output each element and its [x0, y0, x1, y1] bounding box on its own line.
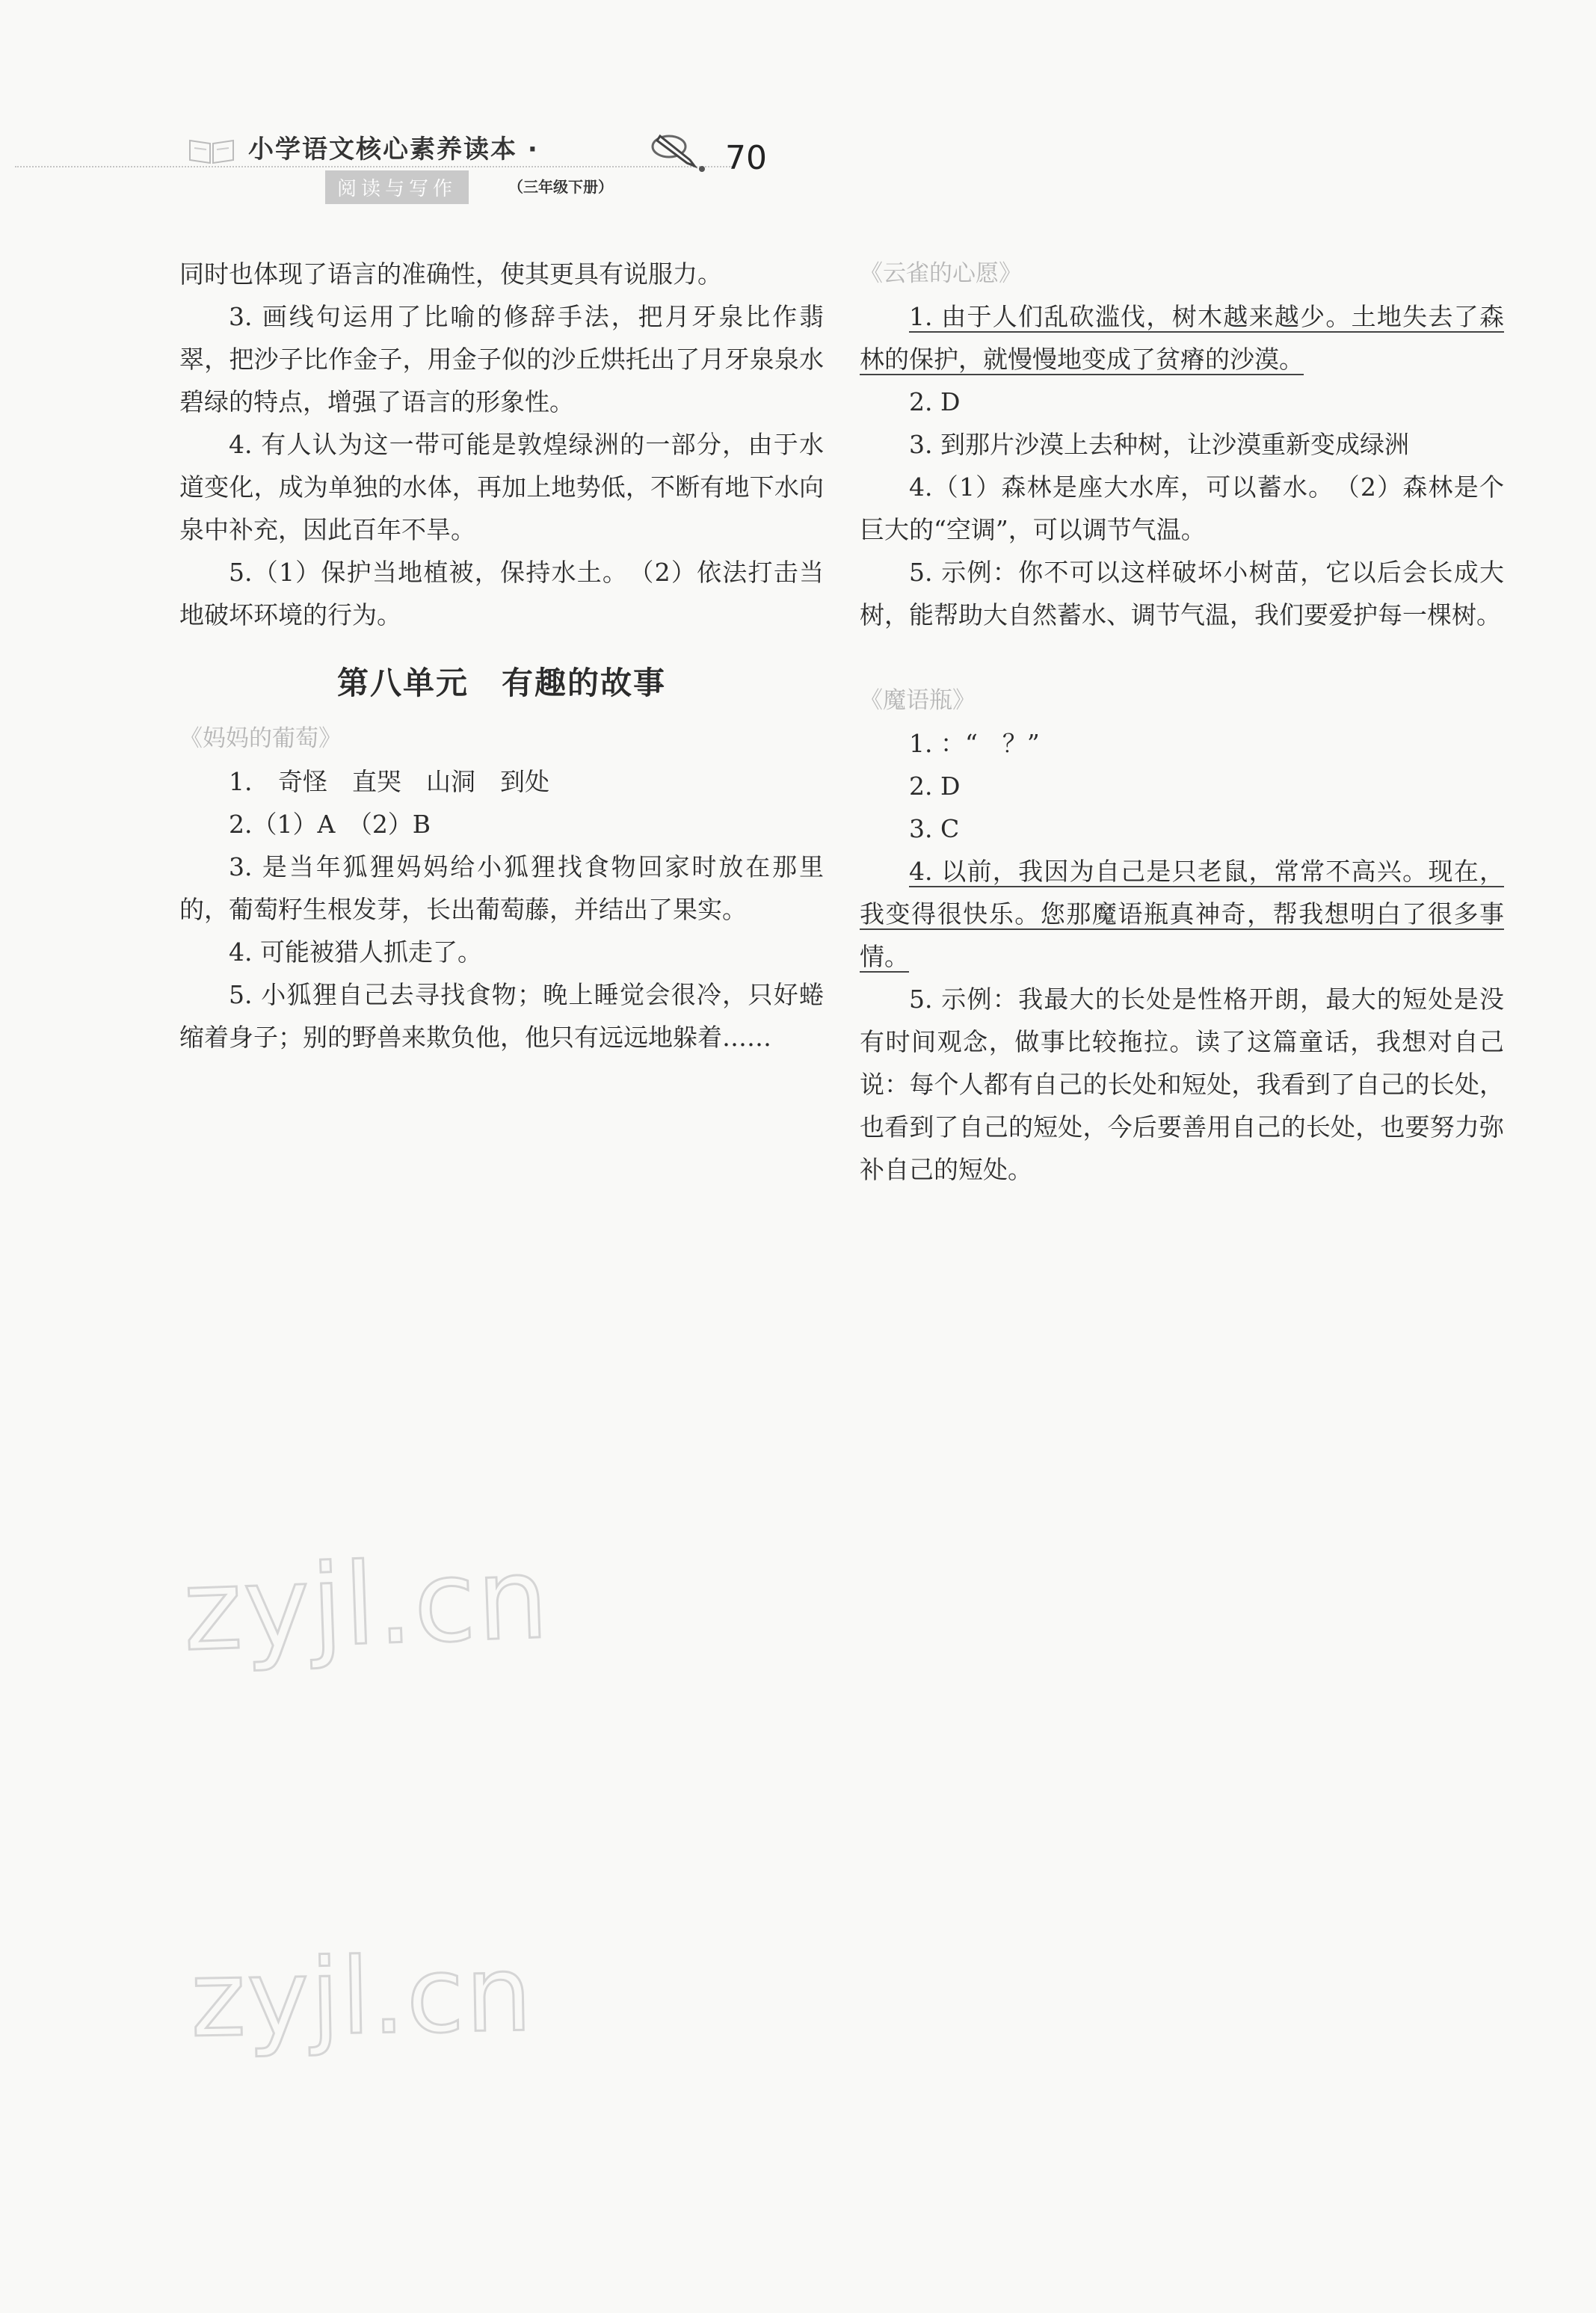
answer-4: [860, 850, 1504, 978]
answer-3: 3. 到那片沙漠上去种树，让沙漠重新变成绿洲: [909, 430, 1409, 459]
grade-label: （三年级下册）: [508, 178, 613, 196]
right-column: [860, 253, 1504, 1191]
answer-5: 5. 小狐狸自己去寻找食物；晚上睡觉会很冷，只好蜷缩着身子；别的野兽来欺负他，他只有远远地躲着……: [179, 980, 824, 1052]
section-title: 《云雀的心愿》: [860, 260, 1022, 287]
answer-text: 同时也体现了语言的准确性，使其更具有说服力。: [179, 259, 722, 289]
book-subtitle: 阅读与写作: [325, 170, 469, 204]
answer-4: 4. 有人认为这一带可能是敦煌绿洲的一部分，由于水道变化，成为单独的水体，再加上地势低，不断有地下水向泉中补充，因此百年不旱。: [179, 430, 824, 544]
answer-5: 5. 示例：我最大的长处是性格开朗，最大的短处是没有时间观念，做事比较拖拉。读了这篇童话，我想对自己说：每个人都有自己的长处和短处，我看到了自己的长处，也看到了自己的短处，今后要善用自己的长处，也要努力弥补自己的短处。: [860, 985, 1504, 1184]
watermark: zyjl.cn: [189, 1933, 534, 2061]
answer-1: 1. 奇怪 直哭 山洞 到处: [229, 767, 549, 796]
book-icon: [187, 136, 236, 166]
answer-2: 2.（1）A （2）B: [229, 810, 431, 839]
unit-title: 第八单元 有趣的故事: [336, 665, 666, 701]
book-title: 小学语文核心素养读本 ·: [248, 135, 539, 164]
answer-4: 4. 可能被猎人抓走了。: [229, 937, 482, 967]
answer-1: [860, 295, 1504, 381]
header-divider: [15, 166, 733, 167]
underlined-text: 1. 由于人们乱砍滥伐，树木越来越少。: [909, 302, 1352, 331]
section-title: 《魔语瓶》: [860, 687, 976, 714]
answer-3: 3. C: [909, 814, 960, 843]
page-number: 70: [725, 139, 767, 177]
answer-1: 1. ：“ ？”: [909, 729, 1040, 758]
section-title: 《妈妈的葡萄》: [179, 725, 342, 752]
answer-3: 3. 画线句运用了比喻的修辞手法，把月牙泉比作翡翠，把沙子比作金子，用金子似的沙丘烘托出了月牙泉泉水碧绿的特点，增强了语言的形象性。: [179, 302, 824, 416]
underlined-text: 4. 以前，我因为自己是只老鼠，常常不高兴。现在，我变得很快乐。您那魔语瓶真神奇，帮我想明白了很多事情。: [860, 857, 1504, 971]
answer-5: 5. 示例：你不可以这样破坏小树苗，它以后会长成大树，能帮助大自然蓄水、调节气温，我们要爱护每一棵树。: [860, 558, 1504, 629]
watermark: zyjl.cn: [181, 1533, 552, 1677]
answer-2: 2. D: [909, 771, 961, 801]
page-header: [179, 127, 792, 209]
answer-3: 3. 是当年狐狸妈妈给小狐狸找食物回家时放在那里的，葡萄籽生根发芽，长出葡萄藤，并结出了果实。: [179, 852, 824, 924]
left-column: [179, 253, 824, 1059]
pencil-icon: [647, 127, 706, 172]
answer-2: 2. D: [909, 387, 961, 416]
answer-4: 4.（1）森林是座大水库，可以蓄水。 （2）森林是个巨大的“空调”，可以调节气温。: [860, 472, 1504, 544]
answer-5: 5.（1）保护当地植被，保持水土。 （2）依法打击当地破坏环境的行为。: [179, 558, 824, 629]
underlined-text: 土地失去了森林的保护，就慢慢地变成了贫瘠的沙漠。: [860, 302, 1504, 374]
